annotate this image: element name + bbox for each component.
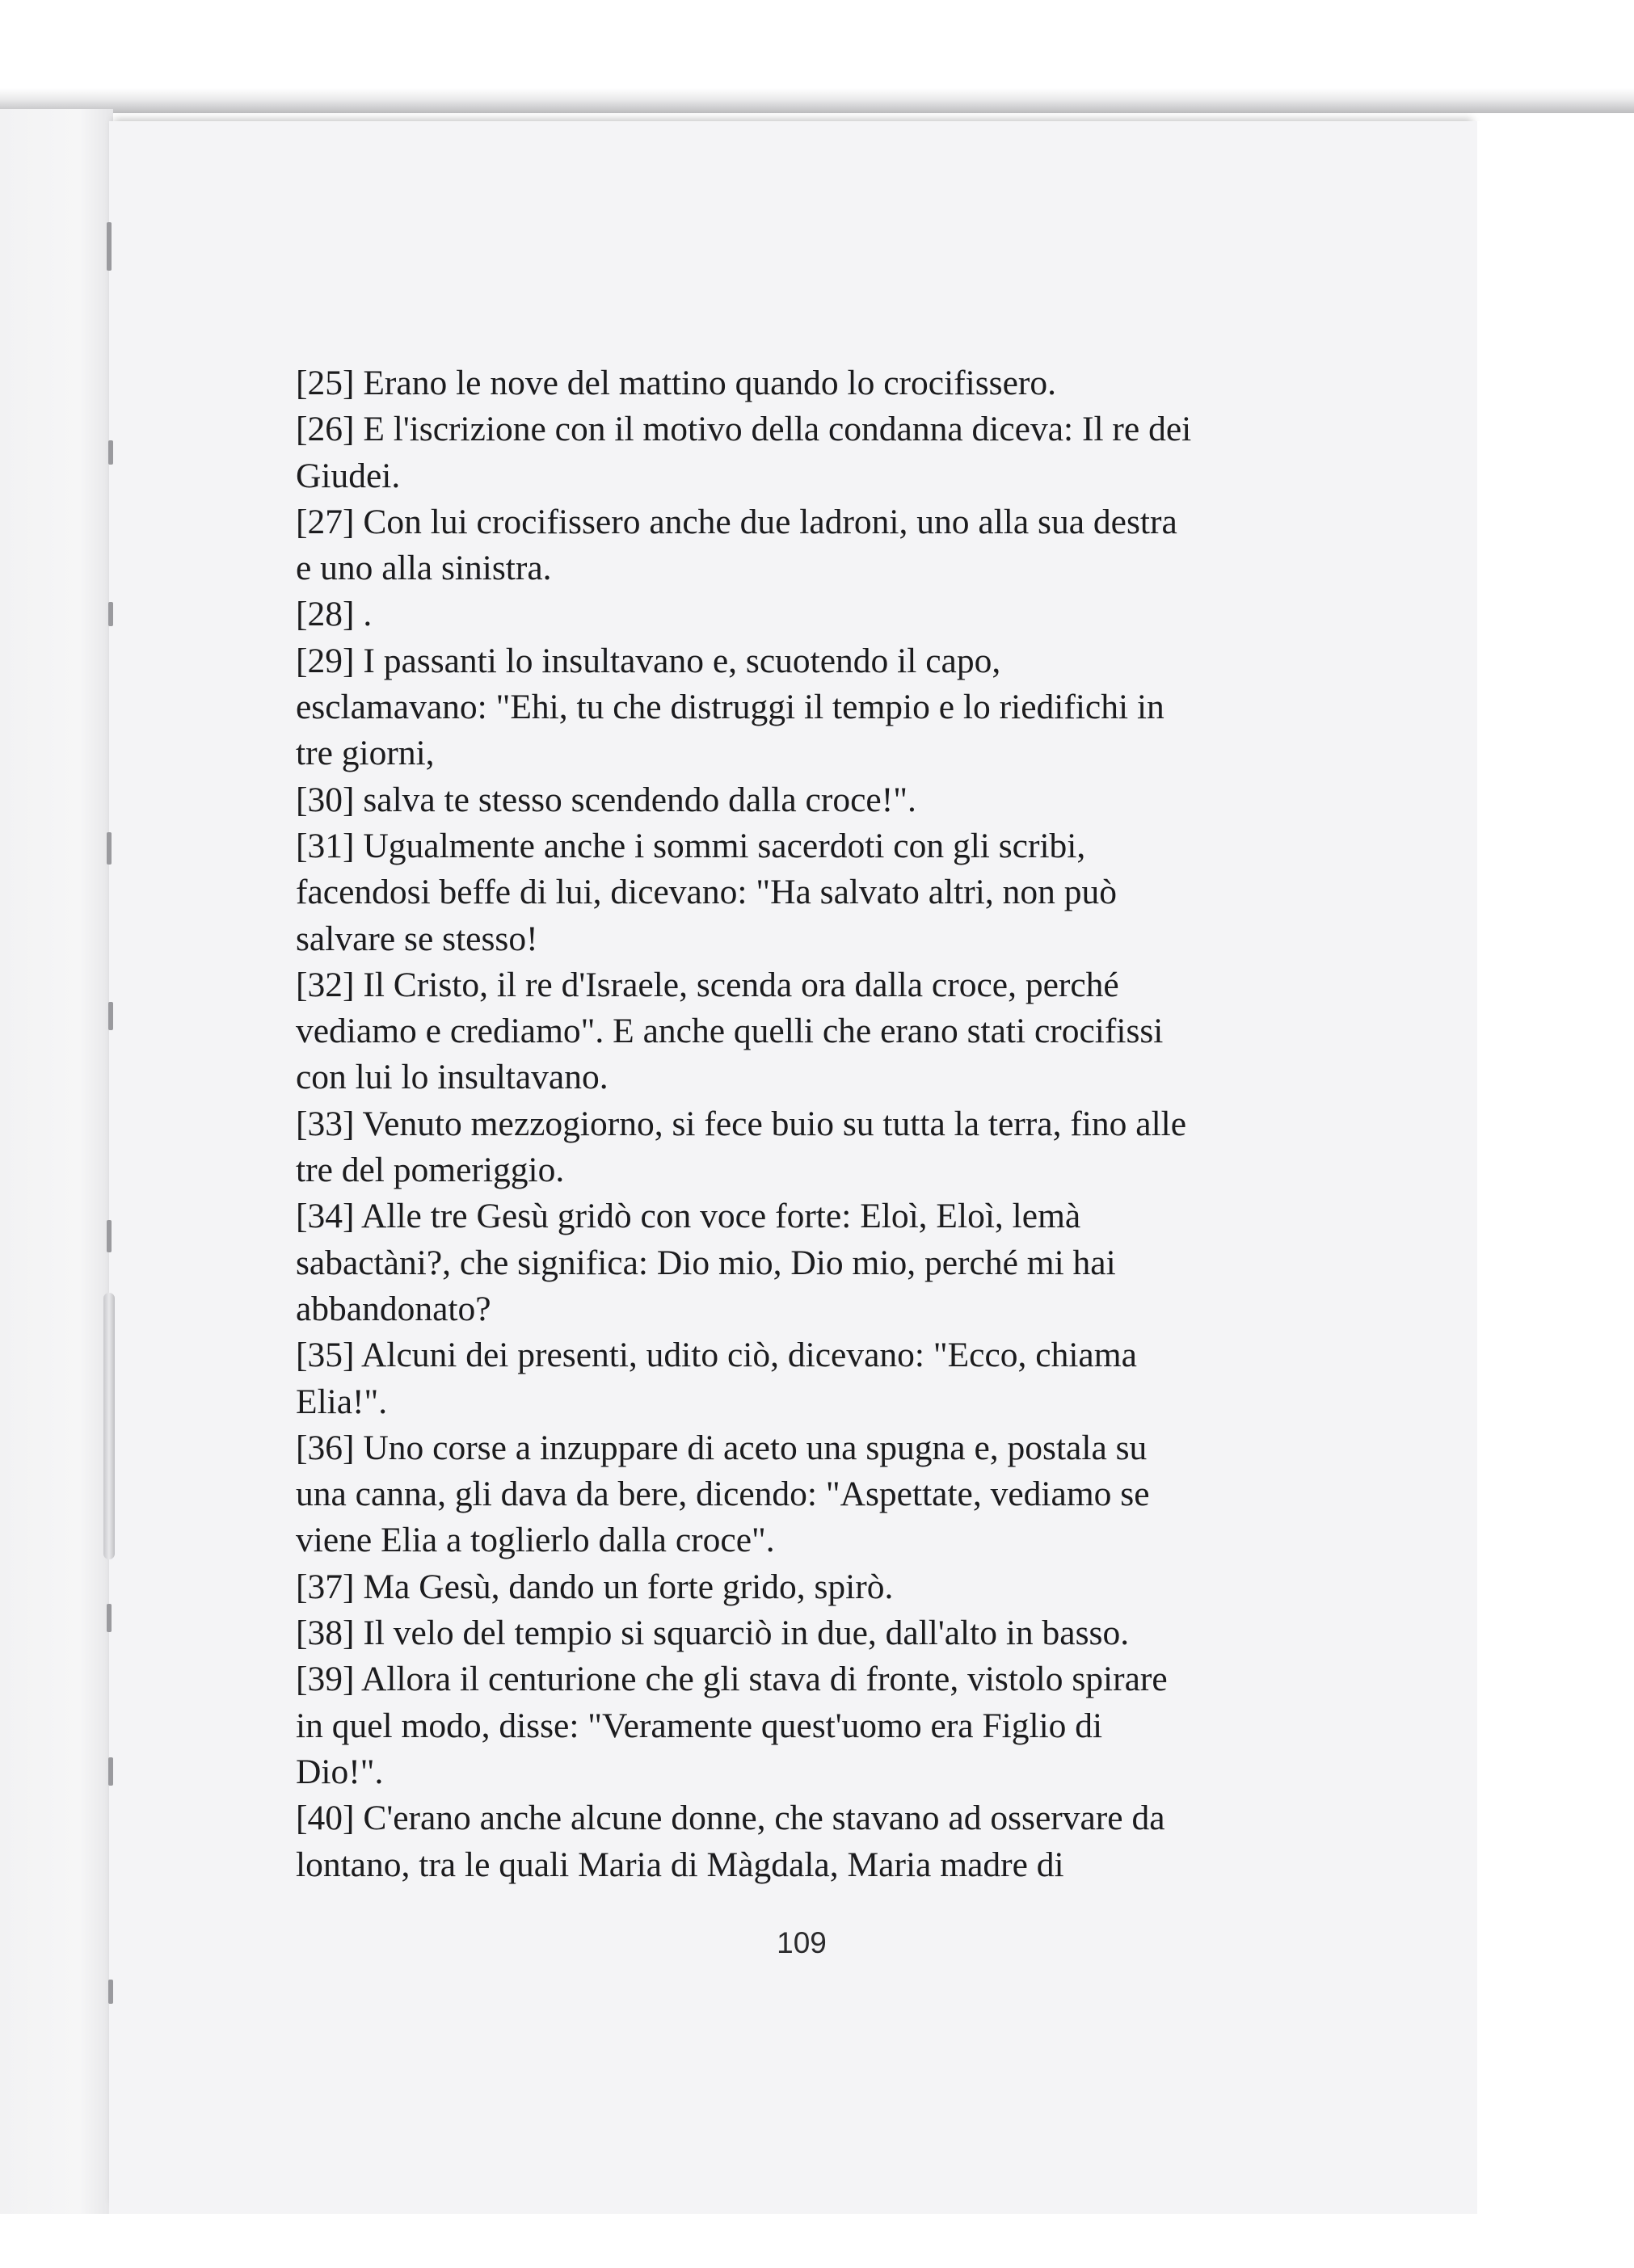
- spine-stitch: [108, 1980, 113, 2004]
- text-line: [33] Venuto mezzogiorno, si fece buio su tutta la terra, fino alle: [296, 1104, 1187, 1143]
- spine-stitch: [107, 222, 112, 271]
- text-line: una canna, gli dava da bere, dicendo: "Aspettate, vediamo se: [296, 1475, 1150, 1514]
- page-margin-bottom: [0, 2214, 1634, 2268]
- spine-stitch: [107, 832, 112, 865]
- text-line: Giudei.: [296, 456, 401, 495]
- text-line: sabactàni?, che significa: Dio mio, Dio mio, perché mi hai: [296, 1243, 1116, 1282]
- page-number: [0, 1926, 1634, 1960]
- text-line: esclamavano: "Ehi, tu che distruggi il tempio e lo riedifichi in: [296, 688, 1164, 727]
- text-line: [34] Alle tre Gesù gridò con voce forte: Eloì, Eloì, lemà: [296, 1197, 1081, 1236]
- text-line: [32] Il Cristo, il re d'Israele, scenda ora dalla croce, perché: [296, 965, 1119, 1004]
- spine-stitch: [107, 1604, 112, 1632]
- page-text: [296, 360, 1346, 1888]
- text-line: facendosi beffe di lui, dicevano: "Ha salvato altri, non può: [296, 873, 1117, 912]
- text-line: abbandonato?: [296, 1289, 491, 1328]
- text-line: [25] Erano le nove del mattino quando lo crocifissero.: [296, 364, 1057, 402]
- text-line: [30] salva te stesso scendendo dalla croce!".: [296, 780, 916, 819]
- spine-stitch: [108, 440, 113, 465]
- text-line: viene Elia a toglierlo dalla croce".: [296, 1521, 775, 1560]
- text-line: in quel modo, disse: "Veramente quest'uomo era Figlio di: [296, 1706, 1103, 1745]
- text-line: [40] C'erano anche alcune donne, che stavano ad osservare da: [296, 1799, 1165, 1838]
- spine-binding: [103, 1293, 115, 1559]
- text-line: tre giorni,: [296, 734, 435, 773]
- spine-stitch: [108, 602, 113, 626]
- text-line: con lui lo insultavano.: [296, 1058, 609, 1097]
- page-number-text: 109: [777, 1926, 827, 1959]
- text-line: [28] .: [296, 595, 373, 634]
- text-line: [31] Ugualmente anche i sommi sacerdoti con gli scribi,: [296, 826, 1086, 865]
- text-line: [26] E l'iscrizione con il motivo della condanna diceva: Il re dei: [296, 410, 1192, 449]
- spine-stitch: [108, 1757, 113, 1786]
- text-line: tre del pomeriggio.: [296, 1151, 565, 1190]
- text-line: [29] I passanti lo insultavano e, scuotendo il capo,: [296, 641, 1001, 680]
- text-line: [27] Con lui crocifissero anche due ladroni, uno alla sua destra: [296, 502, 1177, 541]
- spine-stitch: [108, 1002, 113, 1030]
- text-line: salvare se stesso!: [296, 919, 538, 958]
- text-line: lontano, tra le quali Maria di Màgdala, Maria madre di: [296, 1845, 1064, 1884]
- text-line: [39] Allora il centurione che gli stava di fronte, vistolo spirare: [296, 1660, 1168, 1699]
- spine-stitch: [107, 1220, 112, 1252]
- text-line: [35] Alcuni dei presenti, udito ciò, dicevano: "Ecco, chiama: [296, 1336, 1137, 1375]
- text-line: Elia!".: [296, 1382, 388, 1421]
- text-line: [36] Uno corse a inzuppare di aceto una spugna e, postala su: [296, 1428, 1148, 1467]
- scanner-top-edge: [0, 0, 1634, 113]
- text-line: [38] Il velo del tempio si squarciò in due, dall'alto in basso.: [296, 1614, 1130, 1653]
- text-line: Dio!".: [296, 1752, 384, 1791]
- text-line: vediamo e crediamo". E anche quelli che erano stati crocifissi: [296, 1012, 1164, 1051]
- text-line: e uno alla sinistra.: [296, 549, 552, 588]
- text-line: [37] Ma Gesù, dando un forte grido, spirò.: [296, 1567, 894, 1606]
